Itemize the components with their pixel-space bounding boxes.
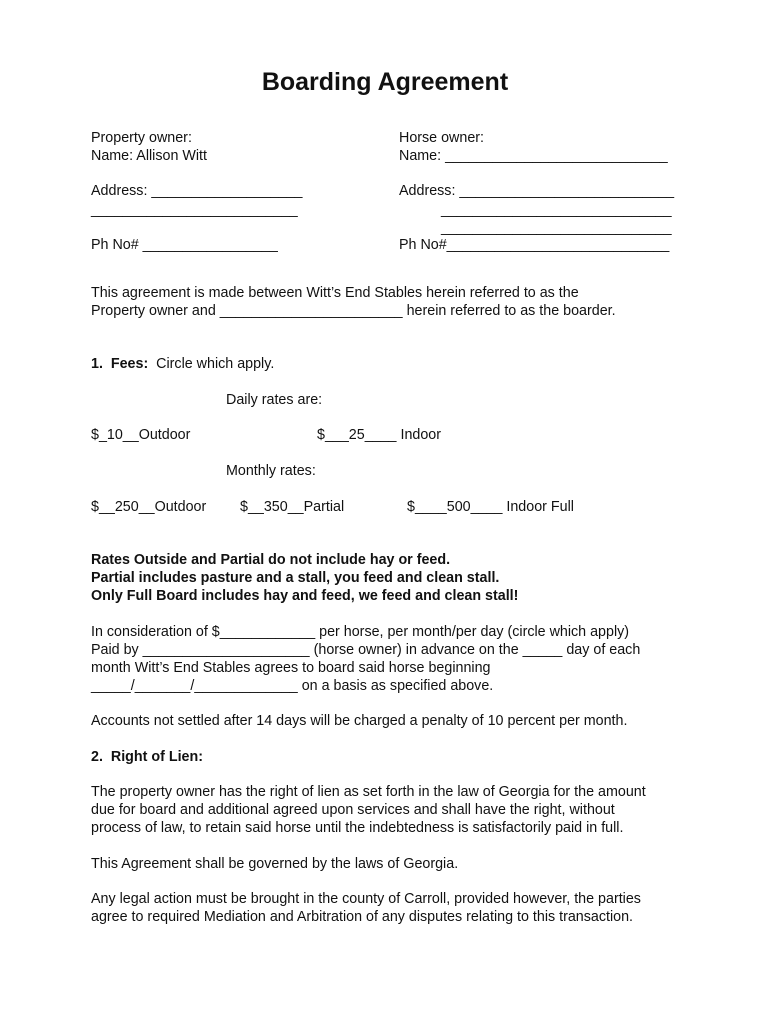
intro-line-1: This agreement is made between Witt’s End Stables herein referred to as the <box>91 285 579 301</box>
consideration-line-2: Paid by _____________________ (horse owner) in advance on the _____ day of each <box>91 642 641 658</box>
horse-owner-name: Name: ____________________________ <box>399 148 668 164</box>
legal-action-line-1: Any legal action must be brought in the county of Carroll, provided however, the parties <box>91 891 641 907</box>
rates-note-line-2: Partial includes pasture and a stall, you feed and clean stall. <box>91 570 500 586</box>
legal-action-line-2: agree to required Mediation and Arbitration of any disputes relating to this transaction. <box>91 909 634 925</box>
lien-heading: 2. Right of Lien: <box>91 749 203 765</box>
consideration-line-1: In consideration of $____________ per horse, per month/per day (circle which apply) <box>91 624 630 640</box>
fees-section <box>91 355 274 373</box>
lien-paragraph-line-1: The property owner has the right of lien as set forth in the law of Georgia for the amount <box>91 784 646 800</box>
intro-line-2: Property owner and _______________________ herein referred to as the boarder. <box>91 303 616 319</box>
horse-owner-heading: Horse owner: <box>399 130 485 146</box>
consideration-line-4: _____/_______/_____________ on a basis as specified above. <box>91 678 494 694</box>
property-owner-phone: Ph No# _________________ <box>91 237 278 253</box>
governing-law: This Agreement shall be governed by the laws of Georgia. <box>91 856 459 872</box>
lien-paragraph-line-3: process of law, to retain said horse until the indebtedness is satisfactorily paid in full. <box>91 820 624 836</box>
monthly-indoor-full-rate: $____500____ Indoor Full <box>407 499 574 515</box>
horse-owner-address-line-1: Address: ___________________________ <box>399 183 675 199</box>
monthly-partial-rate: $__350__Partial <box>240 499 345 515</box>
daily-indoor-rate: $___25____ Indoor <box>317 427 442 443</box>
monthly-rates-label: Monthly rates: <box>226 463 316 479</box>
consideration-line-3: month Witt’s End Stables agrees to board said horse beginning <box>91 660 491 676</box>
rates-note-line-1: Rates Outside and Partial do not include hay or feed. <box>91 552 451 568</box>
horse-owner-phone: Ph No#____________________________ <box>399 237 670 253</box>
property-owner-name: Name: Allison Witt <box>91 148 207 164</box>
property-owner-heading: Property owner: <box>91 130 192 146</box>
fees-heading: 1. Fees: <box>91 356 149 372</box>
horse-owner-address-line-3: _____________________________ <box>441 220 672 236</box>
fees-instruction: Circle which apply. <box>156 356 275 372</box>
property-owner-address-line-1: Address: ___________________ <box>91 183 303 199</box>
lien-paragraph-line-2: due for board and additional agreed upon services and shall have the right, without <box>91 802 615 818</box>
horse-owner-address-line-2: _____________________________ <box>441 202 672 218</box>
monthly-outdoor-rate: $__250__Outdoor <box>91 499 207 515</box>
property-owner-address-line-2: __________________________ <box>91 202 298 218</box>
rates-note-line-3: Only Full Board includes hay and feed, we feed and clean stall! <box>91 588 519 604</box>
penalty-clause: Accounts not settled after 14 days will be charged a penalty of 10 percent per month. <box>91 713 628 729</box>
daily-outdoor-rate: $_10__Outdoor <box>91 427 191 443</box>
document-title: Boarding Agreement <box>261 68 509 96</box>
daily-rates-label: Daily rates are: <box>226 392 323 408</box>
